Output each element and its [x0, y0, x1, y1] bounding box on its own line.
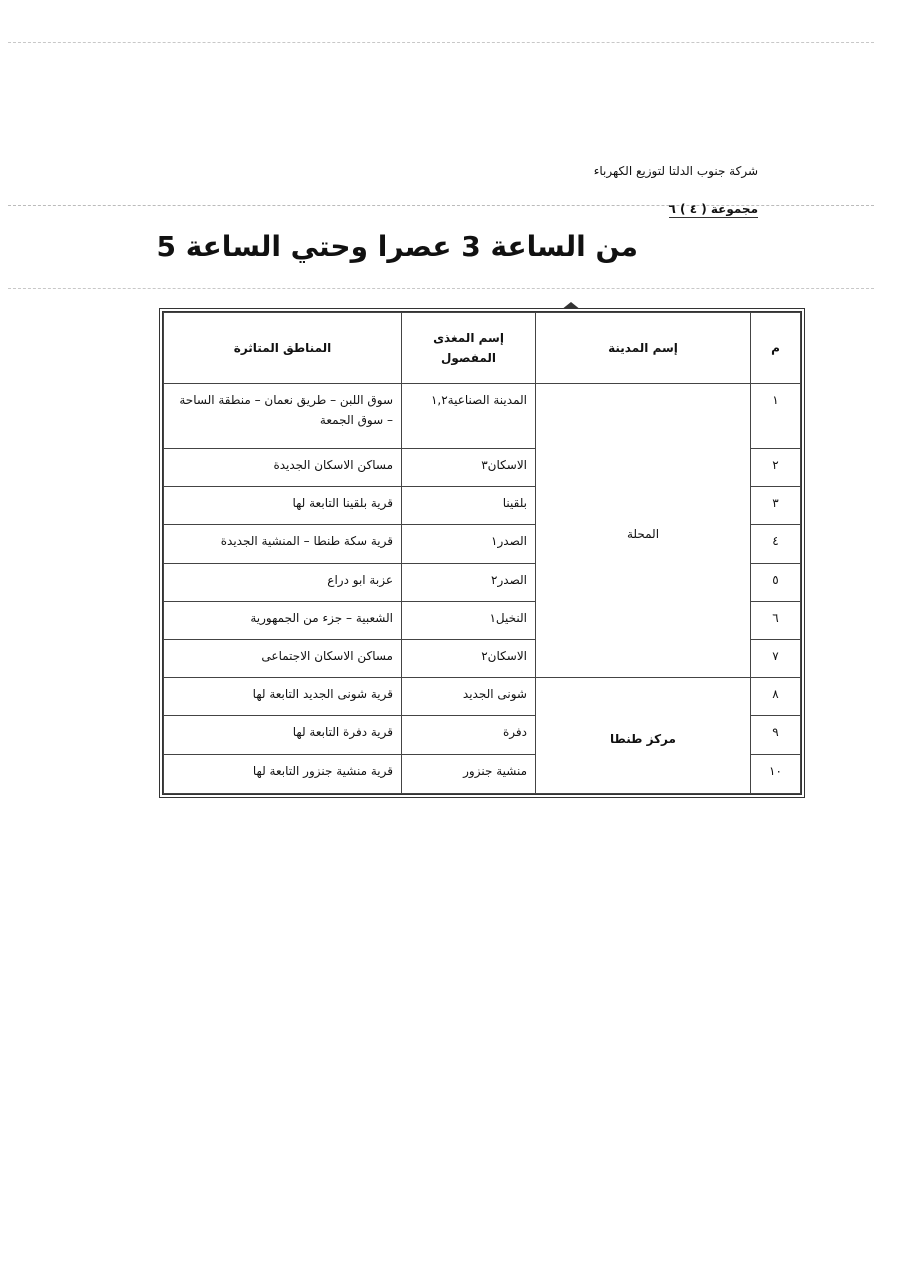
schedule-table [163, 312, 801, 794]
row-number: ٨ [751, 678, 801, 716]
areas-cell: قرية بلقينا التابعة لها [164, 487, 402, 525]
table-row [164, 678, 801, 716]
feeder-cell: الاسكان٣ [402, 449, 536, 487]
feeder-cell: شونى الجديد [402, 678, 536, 716]
row-number: ٥ [751, 563, 801, 601]
row-number: ١ [751, 384, 801, 449]
row-number: ٤ [751, 525, 801, 563]
feeder-cell: دفرة [402, 716, 536, 754]
feeder-cell: المدينة الصناعية١,٢ [402, 384, 536, 449]
city-cell: المحلة [536, 384, 751, 678]
city-cell: مركز طنطا [536, 678, 751, 794]
areas-cell: الشعبية – جزء من الجمهورية [164, 601, 402, 639]
col-header-areas: المناطق المتاثرة [164, 313, 402, 384]
areas-cell: قرية سكة طنطا – المنشية الجديدة [164, 525, 402, 563]
areas-cell: مساكن الاسكان الاجتماعى [164, 640, 402, 678]
areas-cell: قرية شونى الجديد التابعة لها [164, 678, 402, 716]
feeder-cell: بلقينا [402, 487, 536, 525]
row-number: ٩ [751, 716, 801, 754]
areas-cell: قرية منشية جنزور التابعة لها [164, 754, 402, 793]
row-number: ١٠ [751, 754, 801, 793]
company-name: شركة جنوب الدلتا لتوزيع الكهرباء [593, 164, 758, 178]
row-number: ٦ [751, 601, 801, 639]
schedule-table-frame [159, 308, 805, 798]
table-row [164, 384, 801, 449]
table-header-row [164, 313, 801, 384]
col-header-num: م [751, 313, 801, 384]
scan-line [8, 288, 874, 289]
areas-cell: قرية دفرة التابعة لها [164, 716, 402, 754]
row-number: ٧ [751, 640, 801, 678]
row-number: ٢ [751, 449, 801, 487]
group-label: مجموعة ( ٤ ) ٦ [668, 202, 758, 216]
feeder-cell: النخيل١ [402, 601, 536, 639]
areas-cell: سوق اللبن – طريق نعمان – منطقة الساحة – سوق الجمعة [164, 384, 402, 449]
col-header-city: إسم المدينة [536, 313, 751, 384]
areas-cell: مساكن الاسكان الجديدة [164, 449, 402, 487]
feeder-cell: منشية جنزور [402, 754, 536, 793]
scan-line [8, 42, 874, 43]
feeder-cell: الصدر١ [402, 525, 536, 563]
col-header-feeder: إسم المغذى المفصول [402, 313, 536, 384]
row-number: ٣ [751, 487, 801, 525]
feeder-cell: الصدر٢ [402, 563, 536, 601]
areas-cell: عزبة ابو دراع [164, 563, 402, 601]
feeder-cell: الاسكان٢ [402, 640, 536, 678]
page-title: من الساعة 3 عصرا وحتي الساعة 5 [198, 222, 638, 272]
